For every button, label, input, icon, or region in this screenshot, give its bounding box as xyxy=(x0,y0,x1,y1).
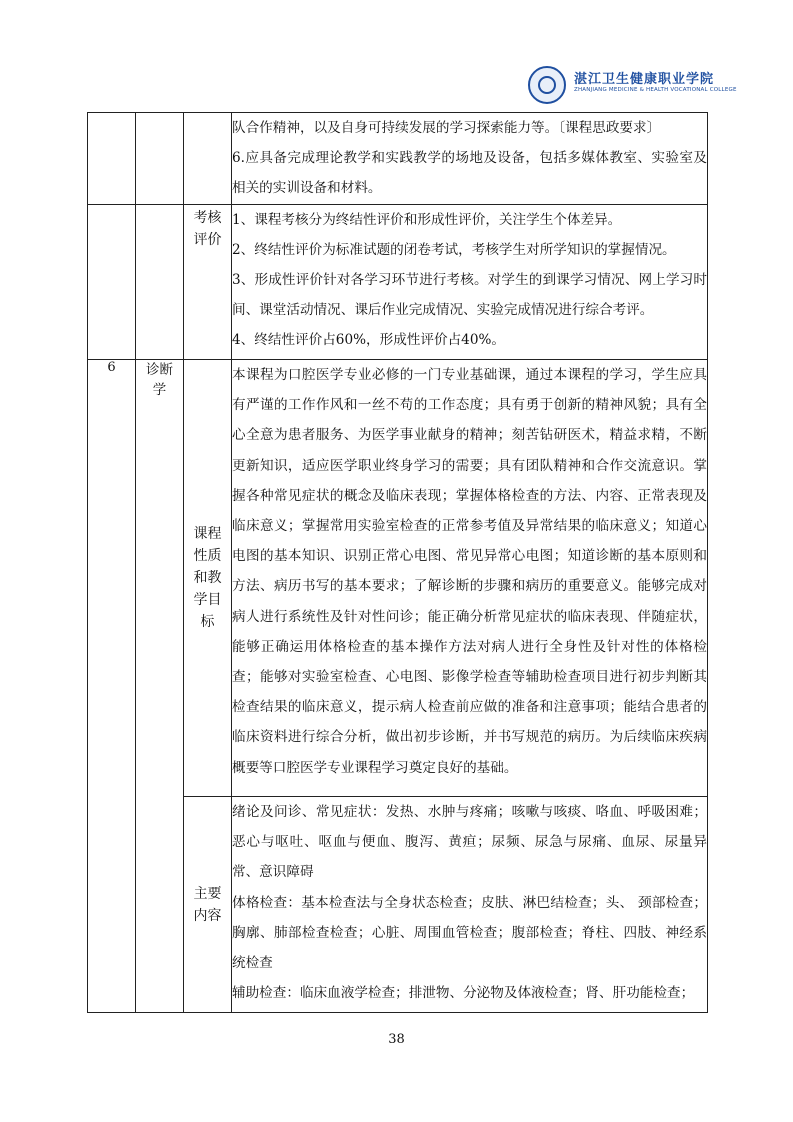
requirements-line: 6.应具备完成理论教学和实践教学的场地及设备，包括多媒体教室、实验室及相关的实训设备和材料。 xyxy=(232,150,707,196)
college-logo xyxy=(528,66,737,106)
requirements-cell xyxy=(232,113,708,205)
nature-label: 课程 性质 和教 学目 标 xyxy=(184,360,232,797)
assessment-cell xyxy=(232,205,708,360)
content-label: 主要 内容 xyxy=(184,797,232,1013)
table-row-assessment xyxy=(88,205,708,360)
nature-cell xyxy=(232,360,708,797)
content-cell xyxy=(232,797,708,1013)
page-number: 38 xyxy=(388,1032,405,1047)
course-name: 诊断 学 xyxy=(136,360,184,1013)
assessment-label: 考核 评价 xyxy=(184,205,232,360)
assessment-line: 1、课程考核分为终结性评价和形成性评价，关注学生个体差异。 xyxy=(232,212,622,228)
number-cell-empty xyxy=(88,113,136,205)
college-emblem-icon xyxy=(528,66,566,104)
nature-text: 本课程为口腔医学专业必修的一门专业基础课，通过本课程的学习，学生应具有严谨的工作作风和一丝不苟的工作态度；具有勇于创新的精神风貌；具有全心全意为患者服务、为医学事业献身的精神；刻苦钻研医术，精益求精，不断更新知识，适应医学职业终身学习的需要；具有团队精神和合作交流意识。掌握各种常见症状的概念及临床表现；掌握体格检查的方法、内容、正常表现及临床意义；掌握常用实验室检查的正常参考值及异常结果的临床意义；知道心电图的基本知识、识别正常心电图、常见异常心电图；知道诊断的基本原则和方法、病历书写的基本要求；了解诊断的步骤和病历的重要意义。能够完成对病人进行系统性及针对性问诊；能正确分析常见症状的临床表现、伴随症状，能够正确运用体格检查的基本操作方法对病人进行全身性及针对性的体格检查；能够对实验室检查、心电图、影像学检查等辅助检查项目进行初步判断其检查结果的临床意义，提示病人检查前应做的准备和注意事项；能结合患者的临床资料进行综合分析，做出初步诊断，并书写规范的病历。为后续临床疾病概要等口腔医学专业课程学习奠定良好的基础。 xyxy=(232,367,707,776)
course-number: 6 xyxy=(88,360,136,1013)
requirements-line: 队合作精神，以及自身可持续发展的学习探索能力等。〔课程思政要求〕 xyxy=(232,120,661,136)
name-cell-empty xyxy=(136,205,184,360)
content-item: 体格检查：基本检查法与全身状态检查；皮肤、淋巴结检查；头、 颈部检查；胸廓、肺部检查检查；心脏、周围血管检查；腹部检查；脊柱、四肢、神经系统检查 xyxy=(232,894,707,972)
college-name-cn: 湛江卫生健康职业学院 xyxy=(574,72,715,87)
curriculum-table xyxy=(87,112,708,1013)
content-item: 辅助检查：临床血液学检查；排泄物、分泌物及体液检查；肾、肝功能检查； xyxy=(232,985,695,1002)
table-row-continued xyxy=(88,113,708,205)
name-cell-empty xyxy=(136,113,184,205)
table-row-course-nature xyxy=(88,360,708,797)
assessment-line: 3、形成性评价针对各学习环节进行考核。对学生的到课学习情况、网上学习时间、课堂活动情况、课后作业完成情况、实验完成情况进行综合考评。 xyxy=(232,272,707,318)
college-name-en: ZHANJIANG MEDICINE & HEALTH VOCATIONAL COLLEGE xyxy=(574,87,737,93)
attr-cell-empty xyxy=(184,113,232,205)
assessment-line: 4、终结性评价占60%，形成性评价占40%。 xyxy=(232,332,505,348)
content-item: 绪论及问诊、常见症状：发热、水肿与疼痛；咳嗽与咳痰、咯血、呼吸困难；恶心与呕吐、呕血与便血、腹泻、黄疸；尿频、尿急与尿痛、血尿、尿量异常、意识障碍 xyxy=(232,804,707,881)
assessment-line: 2、终结性评价为标准试题的闭卷考试，考核学生对所学知识的掌握情况。 xyxy=(232,242,676,258)
number-cell-empty xyxy=(88,205,136,360)
